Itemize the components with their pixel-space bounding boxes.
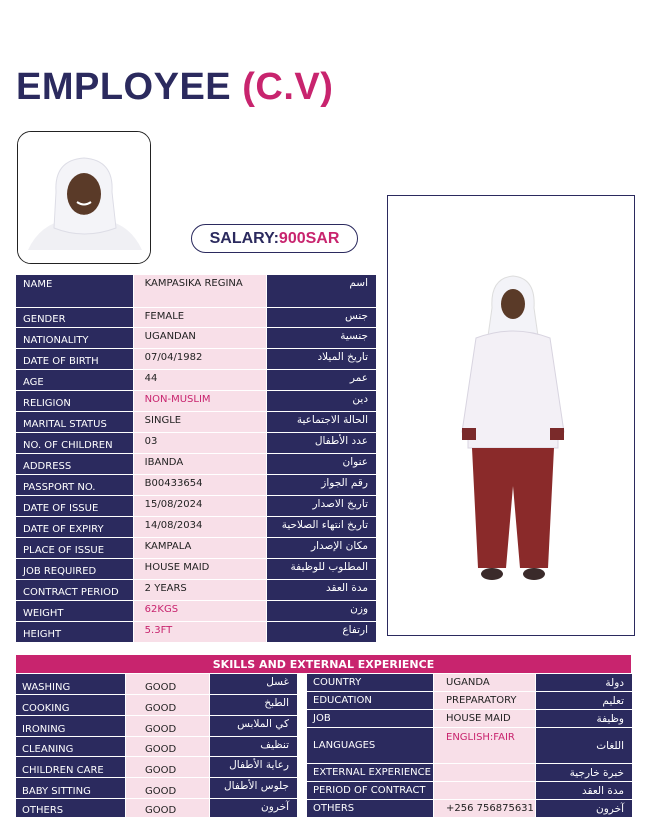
skill-value: GOOD — [126, 799, 209, 817]
experience-label: EXTERNAL EXPERIENCE — [307, 764, 433, 781]
field-value: KAMPALA — [134, 538, 267, 558]
field-label: MARITAL STATUS — [16, 412, 133, 432]
skill-label-ar: جلوس الأطفال — [210, 778, 297, 798]
field-label-ar: مدة العقد — [267, 580, 376, 600]
field-value: 07/04/1982 — [134, 349, 267, 369]
table-row — [16, 412, 376, 432]
skill-label-ar: الطبخ — [210, 695, 297, 715]
table-row — [16, 580, 376, 600]
experience-label: PERIOD OF CONTRACT — [307, 782, 433, 799]
skill-label: CHILDREN CARE — [16, 757, 125, 777]
table-row — [307, 692, 632, 709]
field-label-ar: عدد الأطفال — [267, 433, 376, 453]
skill-label: CLEANING — [16, 737, 125, 756]
experience-label: LANGUAGES — [307, 728, 433, 763]
field-label-ar: مكان الإصدار — [267, 538, 376, 558]
experience-value: PREPARATORY — [434, 692, 535, 709]
experience-value: UGANDA — [434, 674, 535, 691]
experience-label-ar: مدة العقد — [536, 782, 632, 799]
field-label: HEIGHT — [16, 622, 133, 642]
title-main: EMPLOYEE — [16, 66, 232, 108]
skill-label: WASHING — [16, 674, 125, 694]
field-label: CONTRACT PERIOD — [16, 580, 133, 600]
experience-label: OTHERS — [307, 800, 433, 817]
field-label: PASSPORT NO. — [16, 475, 133, 495]
field-value: SINGLE — [134, 412, 267, 432]
experience-label-ar: تعليم — [536, 692, 632, 709]
table-row — [16, 328, 376, 348]
field-label-ar: تاريخ الميلاد — [267, 349, 376, 369]
table-row — [16, 433, 376, 453]
salary-label: SALARY: — [209, 229, 279, 247]
skill-value: GOOD — [126, 757, 209, 777]
field-label-ar: وزن — [267, 601, 376, 621]
field-label: AGE — [16, 370, 133, 390]
table-row — [16, 799, 297, 817]
table-row — [307, 764, 632, 781]
experience-label-ar: اللغات — [536, 728, 632, 763]
field-value: 44 — [134, 370, 267, 390]
table-row — [16, 454, 376, 474]
table-row — [16, 370, 376, 390]
field-value: B00433654 — [134, 475, 267, 495]
skill-label-ar: تنظيف — [210, 737, 297, 756]
skill-value: GOOD — [126, 737, 209, 756]
field-label-ar: تاريخ الاصدار — [267, 496, 376, 516]
skill-label: IRONING — [16, 716, 125, 736]
skill-value: GOOD — [126, 695, 209, 715]
experience-label: JOB — [307, 710, 433, 727]
field-label-ar: عمر — [267, 370, 376, 390]
table-row — [16, 695, 297, 715]
skill-label: OTHERS — [16, 799, 125, 817]
table-row — [16, 757, 297, 777]
table-row — [16, 778, 297, 798]
experience-label-ar: دولة — [536, 674, 632, 691]
table-row — [16, 737, 297, 756]
table-row — [307, 728, 632, 763]
field-label: DATE OF ISSUE — [16, 496, 133, 516]
field-label-ar: جنسية — [267, 328, 376, 348]
table-row — [16, 559, 376, 579]
field-label-ar: تاريخ انتهاء الصلاحية — [267, 517, 376, 537]
field-label: NATIONALITY — [16, 328, 133, 348]
table-row — [16, 391, 376, 411]
field-label-ar: اسم — [267, 275, 376, 307]
field-value: KAMPASIKA REGINA — [134, 275, 267, 307]
table-row — [16, 716, 297, 736]
skill-label: BABY SITTING — [16, 778, 125, 798]
field-label: NAME — [16, 275, 133, 307]
experience-value: ENGLISH:FAIR — [434, 728, 535, 763]
table-row — [16, 674, 297, 694]
table-row — [307, 782, 632, 799]
field-label: DATE OF EXPIRY — [16, 517, 133, 537]
table-row — [16, 496, 376, 516]
skill-label-ar: كي الملابس — [210, 716, 297, 736]
salary-badge — [191, 224, 358, 253]
field-value: 62KGS — [134, 601, 267, 621]
table-row — [307, 800, 632, 817]
portrait-photo — [17, 131, 151, 264]
field-label-ar: المطلوب للوظيفة — [267, 559, 376, 579]
field-label-ar: عنوان — [267, 454, 376, 474]
field-value: UGANDAN — [134, 328, 267, 348]
field-label: NO. OF CHILDREN — [16, 433, 133, 453]
experience-label-ar: خبرة خارجية — [536, 764, 632, 781]
field-value: 5.3FT — [134, 622, 267, 642]
full-body-photo — [387, 195, 635, 636]
skills-section-header: SKILLS AND EXTERNAL EXPERIENCE — [16, 655, 631, 673]
table-row — [16, 349, 376, 369]
salary-value: 900SAR — [278, 229, 340, 247]
skill-label-ar: آخرون — [210, 799, 297, 817]
page-title — [16, 66, 333, 109]
table-row — [16, 517, 376, 537]
table-row — [16, 308, 376, 327]
field-value: IBANDA — [134, 454, 267, 474]
skill-label-ar: غسل — [210, 674, 297, 694]
field-label: ADDRESS — [16, 454, 133, 474]
field-value: 14/08/2034 — [134, 517, 267, 537]
field-label-ar: رقم الجواز — [267, 475, 376, 495]
experience-value: HOUSE MAID — [434, 710, 535, 727]
experience-label-ar: آخرون — [536, 800, 632, 817]
skill-value: GOOD — [126, 674, 209, 694]
table-row — [16, 601, 376, 621]
field-label: JOB REQUIRED — [16, 559, 133, 579]
experience-label-ar: وظيفة — [536, 710, 632, 727]
experience-label: COUNTRY — [307, 674, 433, 691]
field-label: DATE OF BIRTH — [16, 349, 133, 369]
table-row — [307, 710, 632, 727]
experience-value: +256 756875631 — [434, 800, 535, 817]
field-label: WEIGHT — [16, 601, 133, 621]
field-value: 15/08/2024 — [134, 496, 267, 516]
experience-value — [434, 782, 535, 799]
field-label: GENDER — [16, 308, 133, 327]
field-label-ar: جنس — [267, 308, 376, 327]
field-value: FEMALE — [134, 308, 267, 327]
field-label: RELIGION — [16, 391, 133, 411]
field-label-ar: دين — [267, 391, 376, 411]
table-row — [16, 275, 376, 307]
skill-value: GOOD — [126, 778, 209, 798]
experience-value — [434, 764, 535, 781]
table-row — [16, 475, 376, 495]
table-row — [16, 538, 376, 558]
field-value: NON-MUSLIM — [134, 391, 267, 411]
field-value: 2 YEARS — [134, 580, 267, 600]
field-label: PLACE OF ISSUE — [16, 538, 133, 558]
field-value: HOUSE MAID — [134, 559, 267, 579]
field-label-ar: الحالة الاجتماعية — [267, 412, 376, 432]
skill-value: GOOD — [126, 716, 209, 736]
field-label-ar: ارتفاع — [267, 622, 376, 642]
skill-label: COOKING — [16, 695, 125, 715]
title-accent: (C.V) — [242, 66, 334, 108]
table-row — [307, 674, 632, 691]
field-value: 03 — [134, 433, 267, 453]
experience-label: EDUCATION — [307, 692, 433, 709]
table-row — [16, 622, 376, 642]
skill-label-ar: رعاية الأطفال — [210, 757, 297, 777]
